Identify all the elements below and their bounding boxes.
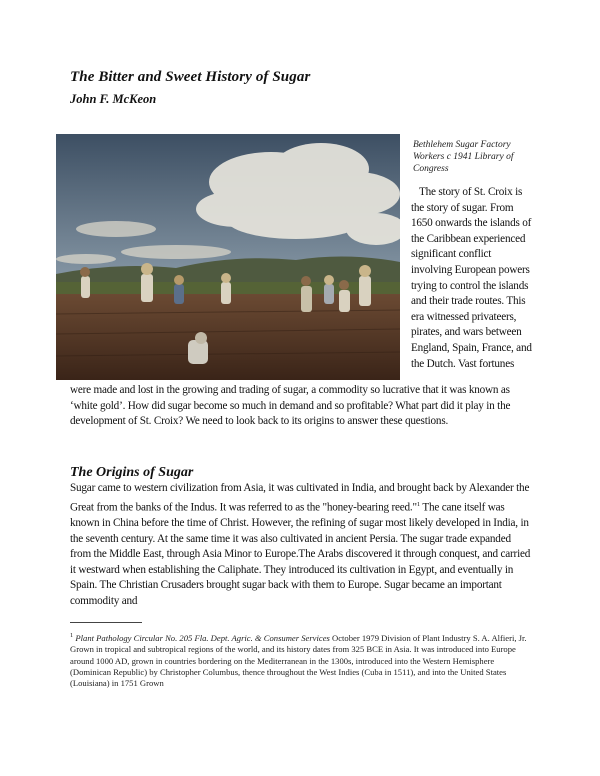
footnote-divider — [70, 622, 142, 623]
origins-text-a: Sugar came to western civilization from Asia, it was cultivated in India, and brought back by Alexander the Great from the banks of the Indus. It was referred to as the "honey-bearing reed." — [70, 482, 530, 514]
article-title: The Bitter and Sweet History of Sugar — [70, 69, 311, 85]
sugar-field-workers-photo — [56, 134, 400, 380]
photo-caption: Bethlehem Sugar Factory Workers c 1941 Library of Congress — [413, 140, 514, 174]
intro-paragraph-continued: were made and lost in the growing and trading of sugar, a commodity so lucrative that it was known as ‘white gold’. How did sugar become so much in demand and so profitable? What part did it play in the development of St. Croix? We need to look back to its origins to answer these questions. — [70, 384, 511, 428]
footnote-mark: 1 — [70, 632, 74, 639]
origins-text-b: The cane itself was known in China before the time of Christ. However, the refining of sugar most likely developed in India, in the seventh century. At the same time it was also cultivated in ancient Persia. The sugar trade expanded from the Middle East, through Asia Minor to Europe.The Arabs discovered it through conquest, and carried it westward when establishing the Caliphate. They introduced its cultivation in Egypt, and eventually in Spain. The Christian Crusaders brought sugar back with them to Europe. Sugar became an important commodity and — [70, 501, 531, 607]
footnote-source-rest: October 1979 Division of Plant Industry S. A. Alfieri, Jr. — [329, 632, 527, 643]
footnote-source-title: Plant Pathology Circular No. 205 Fla. Dept. Agric. & Consumer Services — [75, 632, 330, 643]
section-heading-origins: The Origins of Sugar — [70, 465, 194, 480]
article-author: John F. McKeon — [70, 92, 157, 106]
footnote-text: Grown in tropical and subtropical regions of the world, and its history dates from 325 BCE in Asia. It was introduced into Europe around 1000 AD, grown in countries bordering on the Mediterranean in the 1300s, introduced into the Western Hemisphere (Dominican Republic) by Christopher Columbus, thence throughout the West Indies (Cuba in 1511), and into the United States (Louisiana) in 1751 Grown — [70, 644, 516, 689]
footnote-reference[interactable]: 1 — [416, 500, 420, 508]
intro-side-text: The story of St. Croix is the story of sugar. From 1650 onwards the islands of the Caribbean experienced significant conflict involving European powers trying to control the islands and their trade routes. This era witnessed privateers, pirates, and wars between England, Spain, France, and the Dutch. Vast fortunes — [411, 186, 532, 370]
origins-paragraph — [70, 481, 534, 609]
intro-paragraph-side — [411, 185, 533, 372]
footnote — [70, 630, 534, 690]
